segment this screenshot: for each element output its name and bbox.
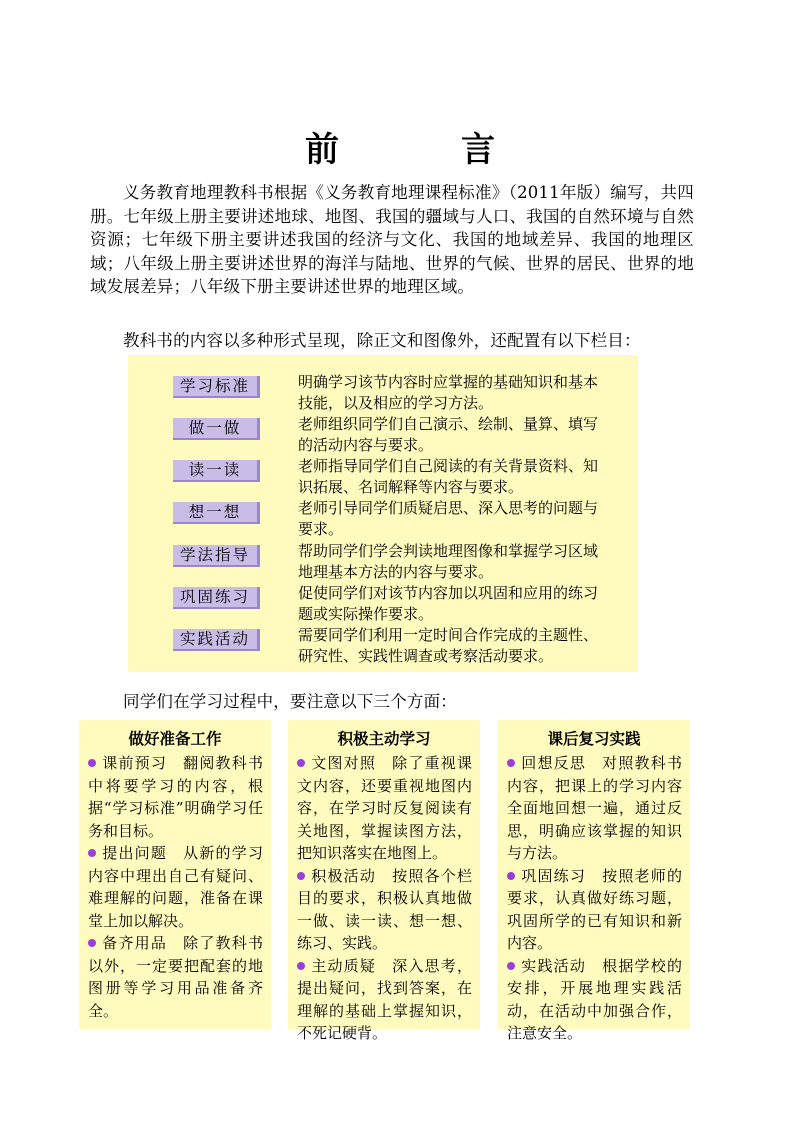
column-description: 老师指导同学们自己阅读的有关背景资料、知识拓展、名词解释等内容与要求。 <box>298 457 599 496</box>
column-item <box>128 539 638 583</box>
column-description: 需要同学们利用一定时间合作完成的主题性、研究性、实践性调查或考察活动要求。 <box>298 626 599 665</box>
column-item <box>128 370 638 414</box>
aspects-intro-paragraph: 同学们在学习过程中，要注意以下三个方面： <box>123 692 457 711</box>
aspect-entry <box>88 842 263 932</box>
entry-text: 深入思考，提出疑问，找到答案，在理解的基础上掌握知识，不死记硬背。 <box>297 956 472 1042</box>
entry-text: 根据学校的安排，开展地理实践活动，在活动中加强合作，注意安全。 <box>507 956 682 1042</box>
aspect-entry <box>297 752 472 865</box>
column-badge: 学习标准 <box>173 376 260 398</box>
aspect-card-body <box>498 752 690 1045</box>
entry-text: 按照老师的要求，认真做好练习题，巩固所学的已有知识和新内容。 <box>507 866 682 952</box>
column-description: 明确学习该节内容时应掌握的基础知识和基本技能，以及相应的学习方法。 <box>298 373 599 412</box>
column-description: 老师引导同学们质疑启思、深入思考的问题与要求。 <box>298 499 599 538</box>
entry-head: 巩固练习 <box>520 866 587 885</box>
intro-paragraph: 义务教育地理教科书根据《义务教育地理课程标准》（2011年版）编写，共四册。七年级上册主要讲述地球、地图、我国的疆域与人口、我国的自然环境与自然资源；七年级下册主要讲述我国的经济与文化、我国的地域差异、我国的地理区域；八年级上册主要讲述世界的海洋与陆地、世界的气候、世界的居民、世界的地域发展差异；八年级下册主要讲述世界的地理区域。 <box>90 183 694 297</box>
aspect-card-review <box>498 720 690 1042</box>
bullet-icon <box>88 849 96 857</box>
aspect-card-active <box>288 720 480 1042</box>
column-badge: 想一想 <box>173 502 260 524</box>
column-item <box>128 412 638 456</box>
page-title: 前 言 <box>305 130 539 170</box>
aspect-card-body <box>79 752 271 1022</box>
column-description: 帮助同学们学会判读地理图像和掌握学习区域地理基本方法的内容与要求。 <box>298 542 599 581</box>
entry-head: 提出问题 <box>101 844 168 862</box>
bullet-icon <box>88 939 96 947</box>
entry-text: 翻阅教科书中将要学习的内容，根据“学习标准”明确学习任务和目标。 <box>88 754 263 840</box>
entry-head: 实践活动 <box>520 956 587 975</box>
entry-head: 积极活动 <box>310 866 377 885</box>
column-description: 促使同学们对该节内容加以巩固和应用的练习题或实际操作要求。 <box>298 584 599 623</box>
entry-head: 文图对照 <box>310 754 377 772</box>
bullet-icon <box>507 962 515 970</box>
aspect-card-title: 做好准备工作 <box>128 729 222 748</box>
bullet-icon <box>507 759 515 767</box>
aspect-card-prepare <box>79 720 271 1029</box>
aspect-entry <box>297 955 472 1045</box>
aspect-entry <box>507 865 682 955</box>
aspect-entry <box>297 865 472 955</box>
aspect-card-title: 积极主动学习 <box>337 729 431 748</box>
entry-text: 除了教科书以外，一定要把配套的地图册等学习用品准备齐全。 <box>88 934 263 1020</box>
bullet-icon <box>507 872 515 880</box>
aspect-entry <box>507 752 682 865</box>
column-list-box <box>128 355 638 672</box>
column-badge: 学法指导 <box>173 545 260 567</box>
entry-text: 按照各个栏目的要求，积极认真地做一做、读一读、想一想、练习、实践。 <box>297 866 472 952</box>
column-description: 老师组织同学们自己演示、绘制、量算、填写的活动内容与要求。 <box>298 415 599 454</box>
column-item <box>128 581 638 625</box>
column-item <box>128 496 638 540</box>
column-item <box>128 454 638 498</box>
column-badge: 做一做 <box>173 418 260 440</box>
aspect-entry <box>88 752 263 842</box>
aspect-card-body <box>288 752 480 1045</box>
entry-head: 回想反思 <box>520 754 587 772</box>
entry-head: 课前预习 <box>101 754 168 772</box>
column-badge: 巩固练习 <box>173 587 260 609</box>
column-badge: 实践活动 <box>173 629 260 651</box>
bullet-icon <box>297 759 305 767</box>
aspect-entry <box>88 932 263 1022</box>
entry-head: 备齐用品 <box>101 934 168 952</box>
column-item <box>128 623 638 667</box>
entry-text: 对照教科书内容，把课上的学习内容全面地回想一遍，通过反思，明确应该掌握的知识与方法。 <box>507 754 682 862</box>
entry-text: 从新的学习内容中理出自己有疑问、难理解的问题，准备在课堂上加以解决。 <box>88 844 263 930</box>
aspect-entry <box>507 955 682 1045</box>
column-badge: 读一读 <box>173 460 260 482</box>
entry-text: 除了重视课文内容，还要重视地图内容，在学习时反复阅读有关地图，掌握读图方法，把知识落实在地图上。 <box>297 754 472 862</box>
bullet-icon <box>297 962 305 970</box>
bullet-icon <box>88 759 96 767</box>
entry-head: 主动质疑 <box>310 956 377 975</box>
aspect-card-title: 课后复习实践 <box>547 729 641 748</box>
bullet-icon <box>297 872 305 880</box>
columns-intro-paragraph: 教科书的内容以多种形式呈现，除正文和图像外，还配置有以下栏目： <box>123 331 641 350</box>
